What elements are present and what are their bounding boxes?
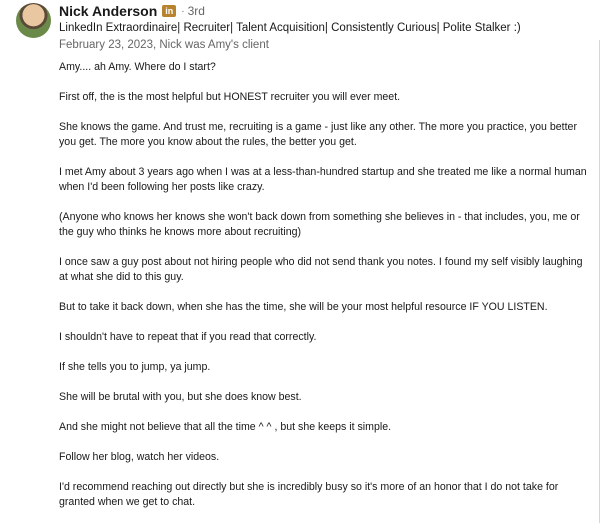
linkedin-in-icon: in bbox=[162, 5, 176, 17]
paragraph: First off, the is the most helpful but HONEST recruiter you will ever meet. bbox=[59, 91, 401, 103]
author-name[interactable]: Nick Anderson bbox=[59, 3, 158, 19]
recommendation-meta: February 23, 2023, Nick was Amy's client bbox=[59, 39, 269, 51]
paragraph: And she might not believe that all the time ^ ^ , but she keeps it simple. bbox=[59, 421, 392, 433]
paragraph: Follow her blog, watch her videos. bbox=[59, 451, 220, 463]
separator-dot: · bbox=[181, 5, 185, 17]
connection-degree: 3rd bbox=[187, 4, 205, 18]
paragraph: I met Amy about 3 years ago when I was at a less-than-hundred startup and she treated me like a normal human when I'd been following her posts like crazy. bbox=[59, 166, 587, 193]
paragraph: I shouldn't have to repeat that if you read that correctly. bbox=[59, 331, 317, 343]
recommendation-header bbox=[59, 1, 594, 53]
card-divider bbox=[599, 40, 600, 523]
paragraph: I'd recommend reaching out directly but she is incredibly busy so it's more of an honor that I do not take for granted when we get to chat. bbox=[59, 481, 559, 508]
author-headline: LinkedIn Extraordinaire| Recruiter| Talent Acquisition| Consistently Curious| Polite Stalker :) bbox=[59, 22, 521, 34]
author-avatar[interactable] bbox=[16, 3, 51, 38]
name-row bbox=[59, 1, 594, 21]
paragraph: I once saw a guy post about not hiring people who did not send thank you notes. I found my self visibly laughing at what she did to this guy. bbox=[59, 256, 583, 283]
paragraph: (Anyone who knows her knows she won't back down from something she believes in - that includes, you, me or the guy who thinks he knows more about recruiting) bbox=[59, 211, 580, 238]
paragraph: If she tells you to jump, ya jump. bbox=[59, 361, 211, 373]
paragraph: She knows the game. And trust me, recruiting is a game - just like any other. The more you practice, you better you get. The more you know about the rules, the better you get. bbox=[59, 121, 577, 148]
paragraph: She will be brutal with you, but she does know best. bbox=[59, 391, 302, 403]
paragraph: But to take it back down, when she has the time, she will be your most helpful resource IF YOU LISTEN. bbox=[59, 301, 548, 313]
paragraph: Amy.... ah Amy. Where do I start? bbox=[59, 61, 216, 73]
